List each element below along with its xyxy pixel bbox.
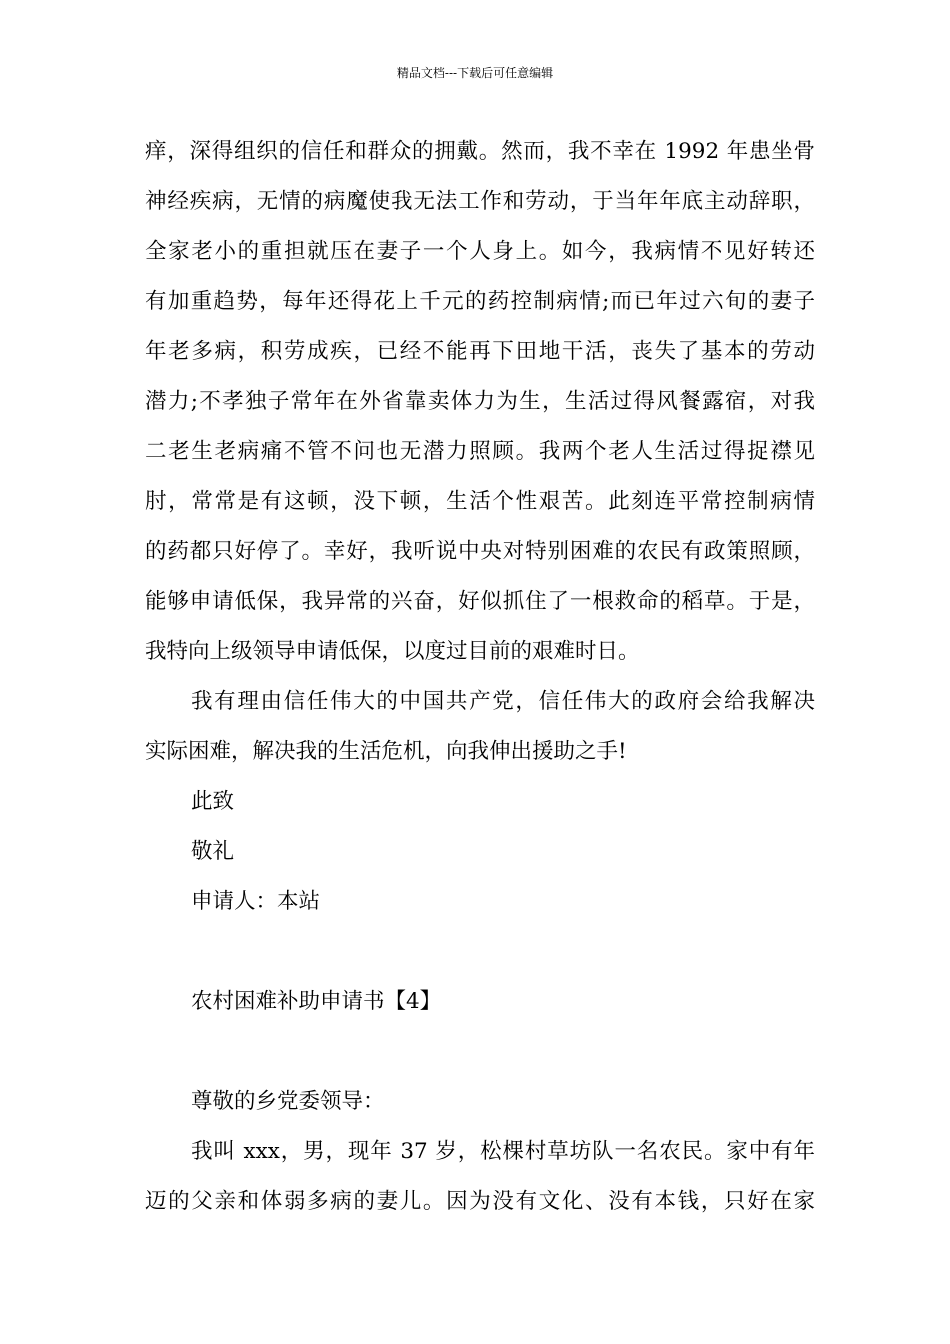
blank-line bbox=[145, 1027, 815, 1077]
paragraph-line: 年老多病，积劳成疾，已经不能再下田地干活，丧失了基本的劳动 bbox=[145, 339, 815, 364]
document-body bbox=[145, 127, 815, 1227]
signature-line: 申请人：本站 bbox=[191, 889, 321, 914]
paragraph-line: 能够申请低保，我异常的兴奋，好似抓住了一根救命的稻草。于是， bbox=[145, 589, 815, 614]
paragraph-line: 全家老小的重担就压在妻子一个人身上。如今，我病情不见好转还 bbox=[145, 239, 815, 264]
paragraph-line: 迈的父亲和体弱多病的妻儿。因为没有文化、没有本钱，只好在家 bbox=[145, 1189, 815, 1214]
paragraph-line: 有加重趋势，每年还得花上千元的药控制病情;而已年过六旬的妻子 bbox=[145, 289, 815, 314]
paragraph-line: 我有理由信任伟大的中国共产党，信任伟大的政府会给我解决 bbox=[191, 689, 815, 714]
paragraph-line: 二老生老病痛不管不问也无潜力照顾。我两个老人生活过得捉襟见 bbox=[145, 439, 815, 464]
salutation-line: 尊敬的乡党委领导： bbox=[191, 1089, 385, 1114]
page-header: 精品文档---下载后可任意编辑 bbox=[396, 66, 554, 80]
paragraph-line: 神经疾病，无情的病魔使我无法工作和劳动，于当年年底主动辞职， bbox=[145, 189, 815, 214]
blank-line bbox=[145, 927, 815, 977]
closing-line: 此致 bbox=[191, 789, 235, 814]
paragraph-line: 肘，常常是有这顿，没下顿，生活个性艰苦。此刻连平常控制病情 bbox=[145, 489, 815, 514]
paragraph-line: 潜力;不孝独子常年在外省靠卖体力为生，生活过得风餐露宿，对我 bbox=[145, 389, 815, 414]
paragraph-line: 实际困难，解决我的生活危机，向我伸出援助之手! bbox=[145, 739, 627, 764]
paragraph-line: 我特向上级领导申请低保，以度过目前的艰难时日。 bbox=[145, 639, 640, 664]
section-title: 农村困难补助申请书【4】 bbox=[191, 989, 442, 1014]
paragraph-line: 痒，深得组织的信任和群众的拥戴。然而，我不幸在 1992 年患坐骨 bbox=[145, 139, 815, 164]
paragraph-line: 的药都只好停了。幸好，我听说中央对特别困难的农民有政策照顾， bbox=[145, 539, 815, 564]
closing-line: 敬礼 bbox=[191, 839, 235, 864]
paragraph-line: 我叫 xxx，男，现年 37 岁，松棵村草坊队一名农民。家中有年 bbox=[191, 1139, 815, 1164]
